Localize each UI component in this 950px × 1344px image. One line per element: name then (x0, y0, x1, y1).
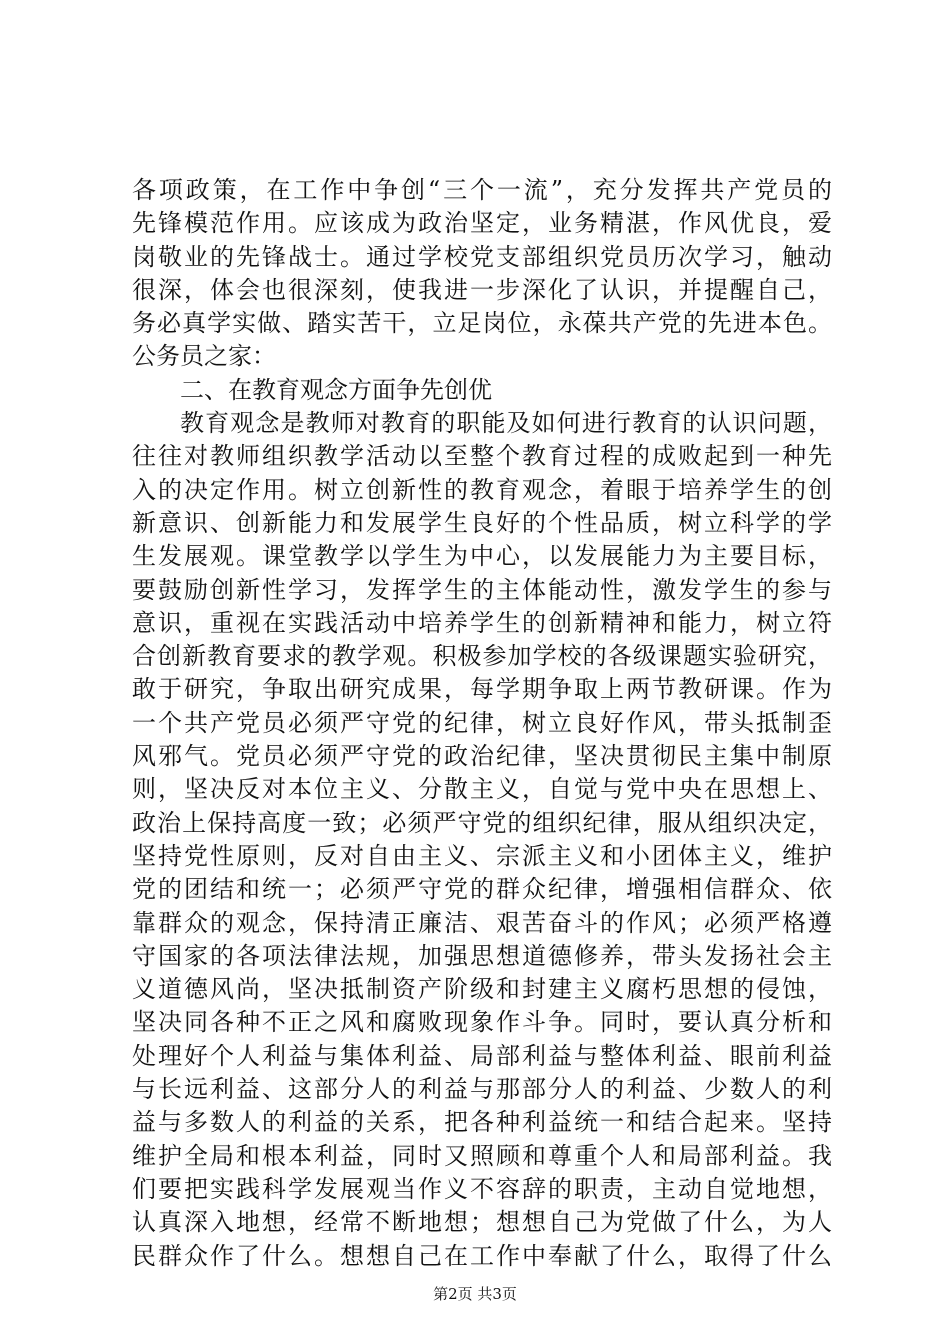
text-line: 风邪气。党员必须严守党的政治纪律，坚决贯彻民主集中制原 (132, 742, 832, 771)
text-line: 政治上保持高度一致；必须严守党的组织纪律，服从组织决定， (132, 808, 832, 837)
page-number: 第2页 共3页 (433, 1285, 517, 1303)
text-line: 维护全局和根本利益，同时又照顾和尊重个人和局部利益。我 (132, 1141, 832, 1170)
body-text (132, 174, 832, 1273)
text-line: 敢于研究，争取出研究成果，每学期争取上两节教研课。作为 (132, 675, 832, 704)
text-line: 坚决同各种不正之风和腐败现象作斗争。同时，要认真分析和 (132, 1008, 832, 1037)
text-line: 务必真学实做、踏实苦干，立足岗位，永葆共产党的先进本色。 (132, 309, 832, 338)
text-line: 公务员之家： (132, 342, 276, 371)
text-line: 们要把实践科学发展观当作义不容辞的职责，主动自觉地想， (132, 1174, 832, 1203)
section-heading: 二、在教育观念方面争先创优 (180, 375, 492, 404)
text-line: 一个共产党员必须严守党的纪律，树立良好作风，带头抵制歪 (132, 708, 832, 737)
text-line: 坚持党性原则，反对自由主义、宗派主义和小团体主义，维护 (132, 841, 832, 870)
text-line: 很深，体会也很深刻，使我进一步深化了认识，并提醒自己， (132, 275, 832, 304)
text-line: 处理好个人利益与集体利益、局部利益与整体利益、眼前利益 (132, 1041, 832, 1070)
text-line: 守国家的各项法律法规，加强思想道德修养，带头发扬社会主 (132, 941, 832, 970)
text-line: 往往对教师组织教学活动以至整个教育过程的成败起到一种先 (132, 442, 832, 471)
text-line: 义道德风尚，坚决抵制资产阶级和封建主义腐朽思想的侵蚀， (132, 975, 832, 1004)
text-line: 新意识、创新能力和发展学生良好的个性品质，树立科学的学 (132, 508, 832, 537)
text-line: 各项政策，在工作中争创“三个一流”，充分发挥共产党员的 (132, 176, 832, 204)
page-footer (0, 1284, 950, 1304)
text-line: 益与多数人的利益的关系，把各种利益统一和结合起来。坚持 (132, 1108, 832, 1137)
text-line: 与长远利益、这部分人的利益与那部分人的利益、少数人的利 (132, 1075, 832, 1104)
text-line: 意识，重视在实践活动中培养学生的创新精神和能力，树立符 (132, 608, 832, 637)
text-line: 靠群众的观念，保持清正廉洁、艰苦奋斗的作风；必须严格遵 (132, 908, 832, 937)
text-line: 先锋模范作用。应该成为政治坚定，业务精湛，作风优良，爱 (132, 209, 832, 238)
text-line: 民群众作了什么。想想自己在工作中奉献了什么，取得了什么 (132, 1241, 832, 1270)
text-line: 入的决定作用。树立创新性的教育观念，着眼于培养学生的创 (132, 475, 832, 504)
text-line: 生发展观。课堂教学以学生为中心，以发展能力为主要目标， (132, 542, 832, 571)
text-line: 则，坚决反对本位主义、分散主义，自觉与党中央在思想上、 (132, 775, 832, 804)
text-line: 认真深入地想，经常不断地想；想想自己为党做了什么，为人 (132, 1208, 832, 1237)
text-line: 党的团结和统一；必须严守党的群众纪律，增强相信群众、依 (132, 875, 832, 904)
text-line: 教育观念是教师对教育的职能及如何进行教育的认识问题， (180, 409, 832, 438)
text-line: 合创新教育要求的教学观。积极参加学校的各级课题实验研究， (132, 642, 832, 671)
text-line: 岗敬业的先锋战士。通过学校党支部组织党员历次学习，触动 (132, 242, 832, 271)
text-line: 要鼓励创新性学习，发挥学生的主体能动性，激发学生的参与 (132, 575, 832, 604)
